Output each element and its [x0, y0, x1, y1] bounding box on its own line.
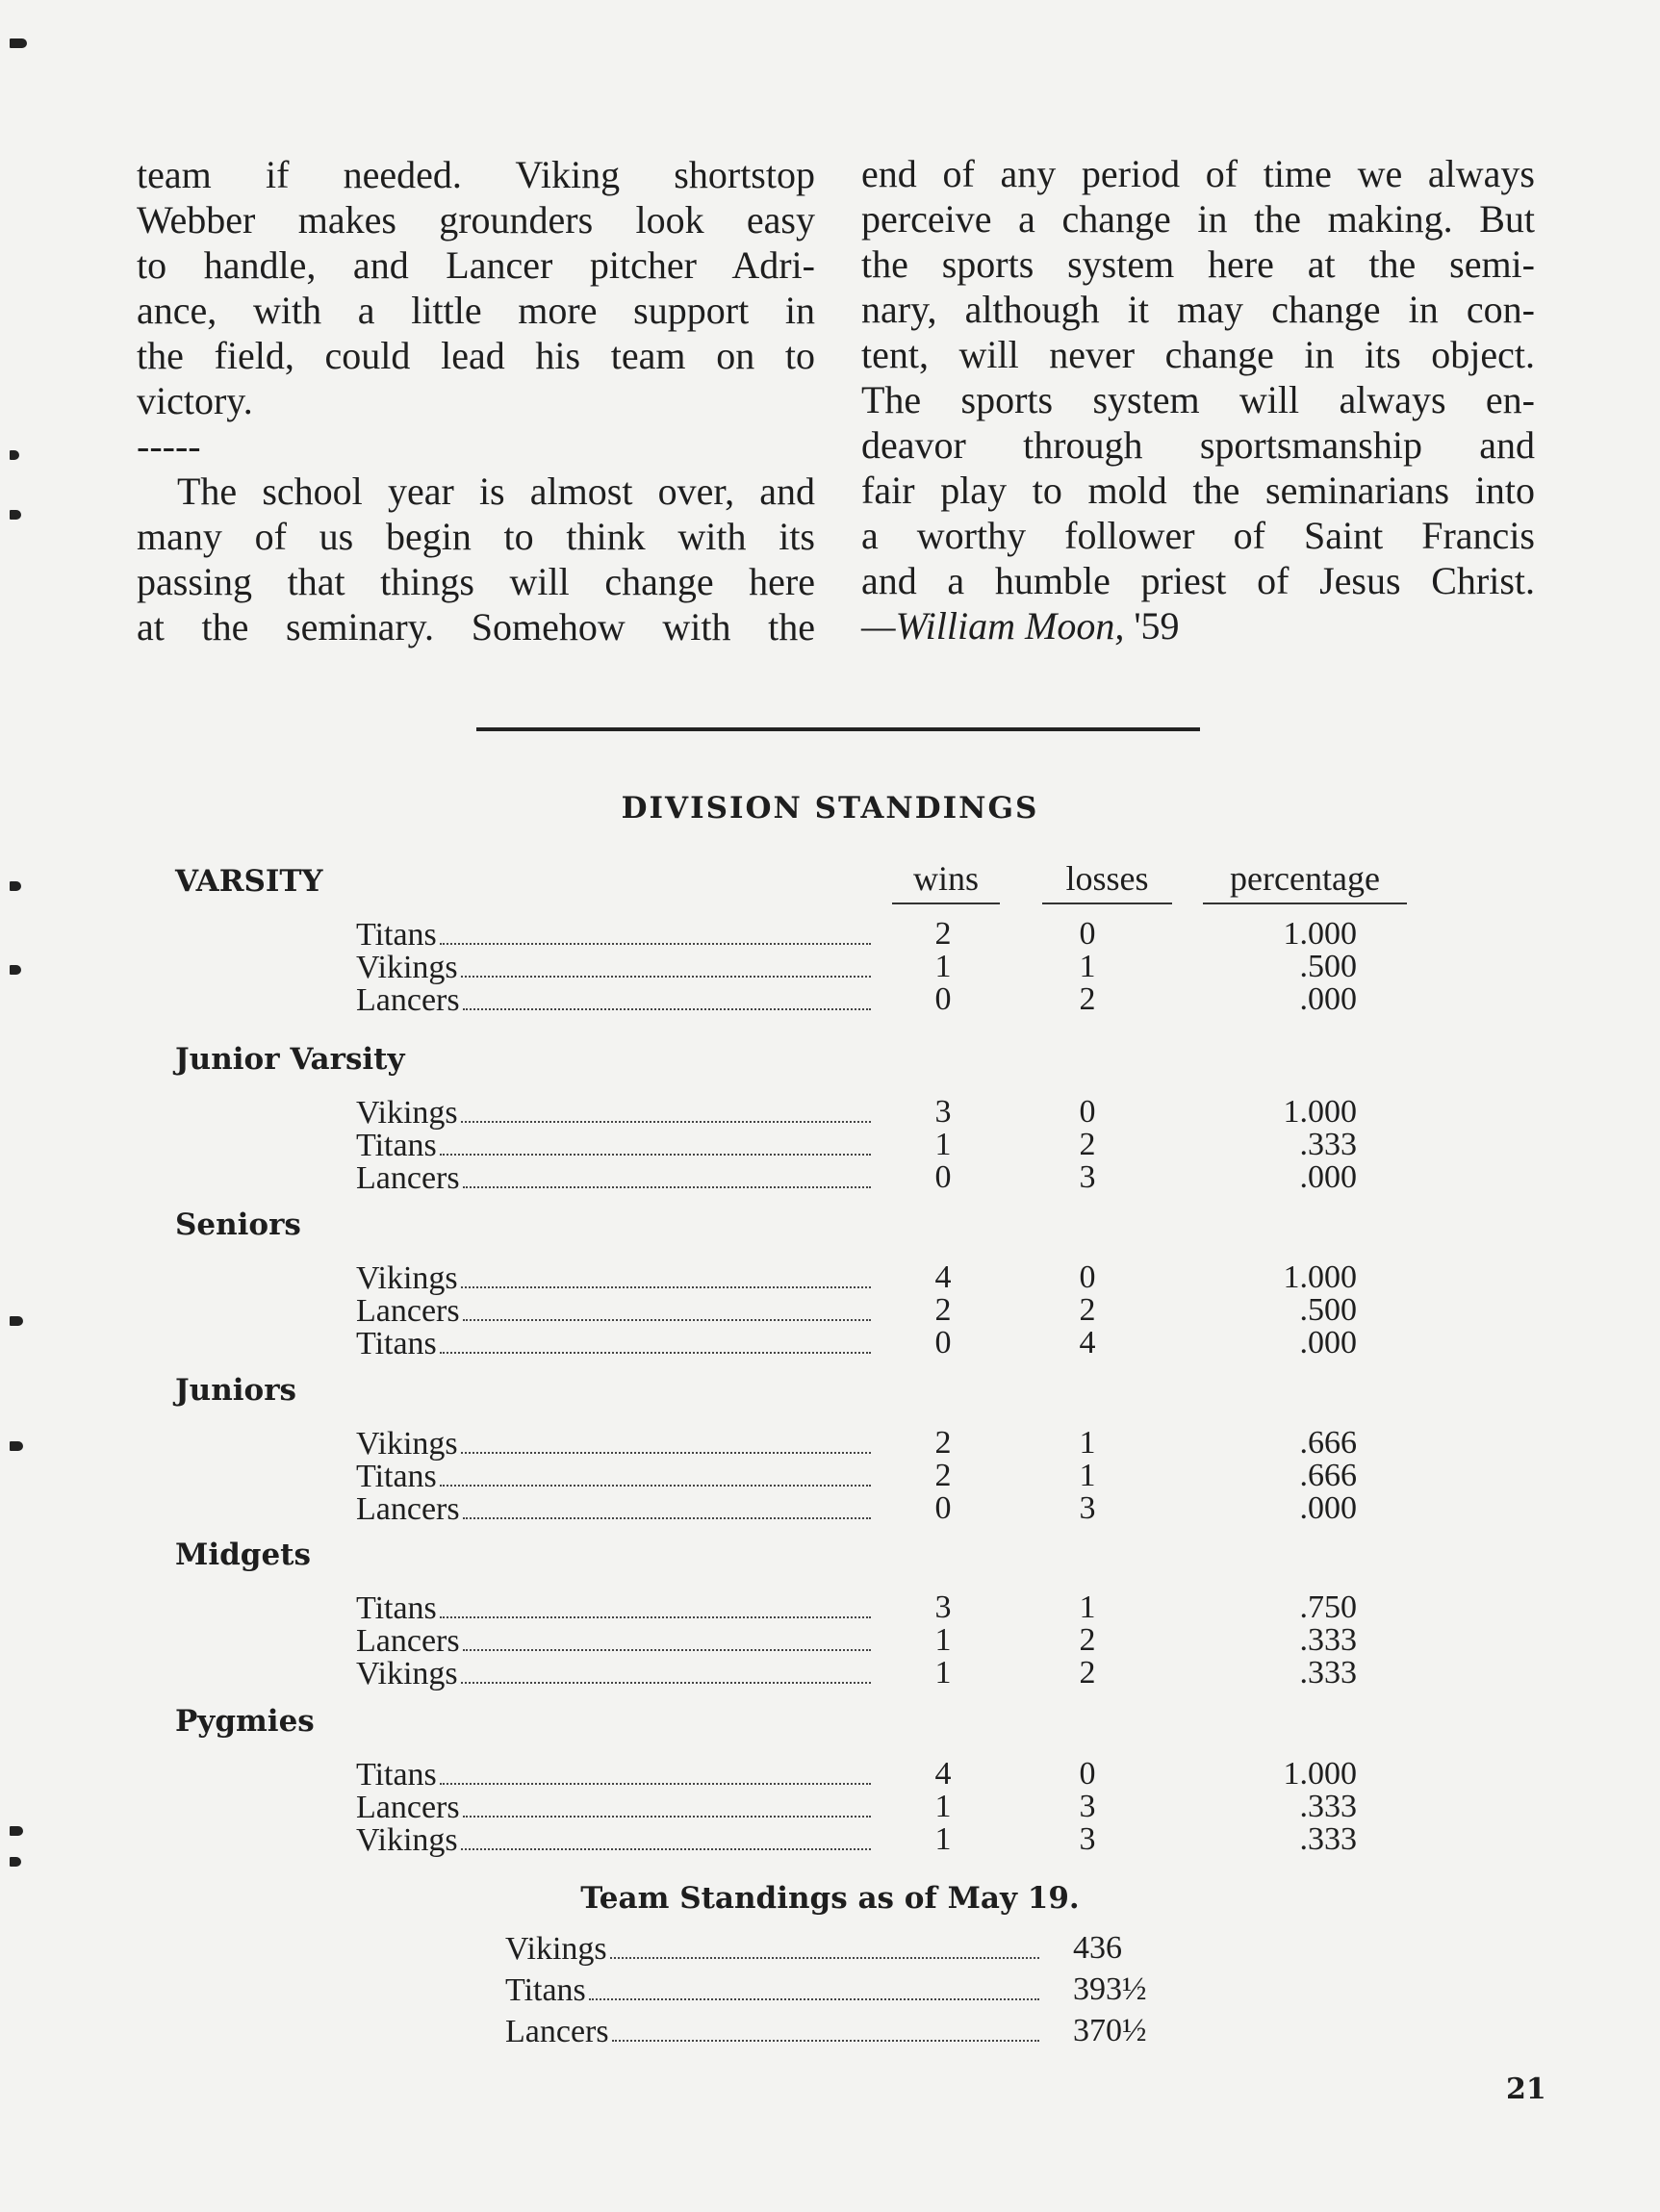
dot-leader: [440, 1327, 871, 1354]
page-number: 21: [1506, 2072, 1546, 2106]
text-line: nary, although it may change in con-: [861, 288, 1535, 331]
paragraph-right: [861, 151, 1535, 603]
standings-row: [0, 1294, 1660, 1327]
author-signature: [861, 603, 1535, 648]
wins-cell: 1: [934, 1655, 952, 1691]
losses-cell: 3: [1079, 1789, 1096, 1824]
text-line: Webber makes grounders look easy: [137, 198, 815, 242]
text-line: ance, with a little more support in: [137, 289, 815, 332]
team-name: Titans: [356, 917, 437, 953]
team-name-cell: [356, 983, 871, 1017]
wins-cell: 2: [934, 1425, 952, 1461]
team-name: Vikings: [356, 950, 458, 985]
team-name: Lancers: [356, 1160, 460, 1196]
text-line: passing that things will change here: [137, 560, 815, 603]
losses-cell: 2: [1079, 1622, 1096, 1658]
losses-cell: 3: [1079, 1490, 1096, 1526]
text-line: at the seminary. Somehow with the: [137, 605, 815, 648]
percentage-cell: 1.000: [1283, 1094, 1357, 1130]
standings-row: [0, 1327, 1660, 1360]
team-name-cell: [356, 1624, 871, 1658]
percentage-cell: .666: [1299, 1458, 1357, 1493]
text-line: the sports system here at the semi-: [861, 242, 1535, 286]
percentage-cell: .750: [1299, 1589, 1357, 1625]
standings-row: [0, 1096, 1660, 1129]
paragraph-left-2: [137, 469, 815, 649]
losses-cell: 2: [1079, 1292, 1096, 1328]
dot-leader: [440, 1591, 871, 1618]
losses-cell: 0: [1079, 1094, 1096, 1130]
team-name-cell: [505, 2011, 1039, 2052]
team-name: Vikings: [356, 1822, 458, 1858]
percentage-cell: .000: [1299, 1159, 1357, 1195]
percentage-cell: .000: [1299, 1325, 1357, 1360]
team-name-cell: [356, 1129, 871, 1162]
team-name-cell: [356, 1161, 871, 1195]
team-name-cell: [356, 1758, 871, 1792]
team-name-cell: [356, 951, 871, 984]
text-line: fair play to mold the seminarians into: [861, 469, 1535, 512]
percentage-cell: .000: [1299, 1490, 1357, 1526]
percentage-cell: .333: [1299, 1821, 1357, 1857]
dot-leader: [463, 1492, 871, 1519]
dot-leader: [463, 1161, 871, 1188]
wins-cell: 2: [934, 916, 952, 952]
team-points: 393½: [1073, 1971, 1147, 2007]
wins-cell: 0: [934, 1490, 952, 1526]
wins-cell: 1: [934, 1127, 952, 1162]
percentage-cell: .333: [1299, 1127, 1357, 1162]
standings-row: [0, 1791, 1660, 1823]
team-name-cell: [356, 1261, 871, 1295]
text-line: deavor through sportsmanship and: [861, 423, 1535, 467]
losses-cell: 0: [1079, 1259, 1096, 1295]
percentage-cell: .500: [1299, 949, 1357, 984]
losses-cell: 0: [1079, 1756, 1096, 1792]
dot-leader: [463, 1294, 871, 1321]
section-separator: -----: [137, 424, 201, 468]
team-name-cell: [356, 1492, 871, 1526]
percentage-cell: 1.000: [1283, 1756, 1357, 1792]
dot-leader: [463, 1624, 871, 1651]
wins-cell: 4: [934, 1756, 952, 1792]
wins-cell: 2: [934, 1292, 952, 1328]
division-name: VARSITY: [175, 864, 323, 899]
percentage-cell: 1.000: [1283, 1259, 1357, 1295]
team-name-cell: [356, 1327, 871, 1360]
team-name: Vikings: [356, 1426, 458, 1462]
wins-cell: 0: [934, 1325, 952, 1360]
binder-hole-mark: [10, 510, 21, 520]
dot-leader: [440, 918, 871, 945]
dot-leader: [463, 983, 871, 1010]
team-name-cell: [356, 1823, 871, 1857]
team-name: Lancers: [356, 1790, 460, 1825]
wins-cell: 1: [934, 1622, 952, 1658]
author-year: '59: [1134, 604, 1180, 648]
standings-row: [0, 1492, 1660, 1525]
team-name: Lancers: [356, 1491, 460, 1527]
percentage-cell: 1.000: [1283, 916, 1357, 952]
text-line: a worthy follower of Saint Francis: [861, 514, 1535, 557]
team-standings-row: [505, 2011, 1179, 2051]
team-name-cell: [356, 1791, 871, 1824]
section-divider-rule: [476, 727, 1200, 731]
text-line: The sports system will always en-: [861, 378, 1535, 421]
dot-leader: [463, 1791, 871, 1818]
dot-leader: [461, 1657, 871, 1684]
wins-cell: 4: [934, 1259, 952, 1295]
percentage-cell: .333: [1299, 1655, 1357, 1691]
losses-column-header: losses: [1042, 858, 1172, 904]
losses-cell: 0: [1079, 916, 1096, 952]
author-name: —William Moon,: [861, 604, 1125, 648]
wins-cell: 3: [934, 1094, 952, 1130]
wins-cell: 1: [934, 1789, 952, 1824]
percentage-column-header: percentage: [1203, 858, 1407, 904]
losses-cell: 3: [1079, 1159, 1096, 1195]
losses-cell: 1: [1079, 949, 1096, 984]
team-name-cell: [356, 1096, 871, 1130]
binder-hole-mark: [10, 881, 21, 891]
team-name: Titans: [505, 1972, 586, 2008]
team-points: 436: [1073, 1930, 1122, 1966]
text-line: and a humble priest of Jesus Christ.: [861, 559, 1535, 602]
binder-hole-mark: [10, 450, 19, 460]
percentage-cell: .333: [1299, 1789, 1357, 1824]
dot-leader: [440, 1460, 871, 1487]
team-standings-title: Team Standings as of May 19.: [580, 1881, 1080, 1916]
team-name-cell: [505, 1970, 1039, 2011]
team-name-cell: [356, 918, 871, 952]
article-left-column: [137, 152, 815, 649]
article-right-column: [861, 151, 1535, 648]
percentage-cell: .666: [1299, 1425, 1357, 1461]
team-name: Vikings: [356, 1656, 458, 1691]
team-name: Vikings: [505, 1931, 607, 1967]
text-line: tent, will never change in its object.: [861, 333, 1535, 376]
team-name: Vikings: [356, 1095, 458, 1131]
division-name: Junior Varsity: [175, 1042, 405, 1077]
standings-row: [0, 918, 1660, 951]
division-name: Midgets: [175, 1538, 311, 1572]
wins-cell: 3: [934, 1589, 952, 1625]
wins-cell: 2: [934, 1458, 952, 1493]
standings-row: [0, 1129, 1660, 1161]
percentage-cell: .500: [1299, 1292, 1357, 1328]
text-line: The school year is almost over, and: [177, 470, 815, 513]
text-line: many of us begin to think with its: [137, 515, 815, 558]
team-name-cell: [356, 1591, 871, 1625]
team-name: Lancers: [505, 2014, 609, 2049]
percentage-cell: .000: [1299, 981, 1357, 1017]
team-name: Lancers: [356, 1623, 460, 1659]
team-standings-row: [505, 1928, 1179, 1969]
dot-leader: [461, 1261, 871, 1288]
wins-cell: 1: [934, 949, 952, 984]
wins-cell: 1: [934, 1821, 952, 1857]
binder-hole-mark: [10, 1857, 21, 1867]
paragraph-left-1: [137, 152, 815, 423]
dot-leader: [461, 1823, 871, 1850]
wins-column-header: wins: [892, 858, 1000, 904]
standings-row: [0, 1161, 1660, 1194]
standings-row: [0, 1624, 1660, 1657]
dot-leader: [589, 1970, 1039, 2000]
losses-cell: 2: [1079, 1127, 1096, 1162]
team-name-cell: [356, 1460, 871, 1493]
dot-leader: [612, 2011, 1039, 2042]
division-name: Juniors: [175, 1373, 296, 1408]
standings-row: [0, 1591, 1660, 1624]
team-name: Titans: [356, 1757, 437, 1792]
losses-cell: 2: [1079, 981, 1096, 1017]
standings-row: [0, 1657, 1660, 1690]
team-points: 370½: [1073, 2013, 1147, 2048]
standings-row: [0, 1427, 1660, 1460]
division-standings-title: DIVISION STANDINGS: [621, 791, 1039, 826]
percentage-cell: .333: [1299, 1622, 1357, 1658]
wins-cell: 0: [934, 1159, 952, 1195]
team-name-cell: [356, 1294, 871, 1328]
dot-leader: [461, 951, 871, 978]
team-name: Titans: [356, 1128, 437, 1163]
text-line: end of any period of time we always: [861, 152, 1535, 195]
standings-row: [0, 1823, 1660, 1856]
dot-leader: [440, 1129, 871, 1156]
standings-row: [0, 1261, 1660, 1294]
text-line: the field, could lead his team on to: [137, 334, 815, 377]
standings-row: [0, 1460, 1660, 1492]
losses-cell: 2: [1079, 1655, 1096, 1691]
team-name: Lancers: [356, 982, 460, 1018]
dot-leader: [461, 1096, 871, 1123]
wins-cell: 0: [934, 981, 952, 1017]
losses-cell: 1: [1079, 1589, 1096, 1625]
team-standings-row: [505, 1970, 1179, 2010]
standings-row: [0, 1758, 1660, 1791]
dot-leader: [440, 1758, 871, 1785]
losses-cell: 4: [1079, 1325, 1096, 1360]
losses-cell: 1: [1079, 1458, 1096, 1493]
text-line: team if needed. Viking shortstop: [137, 153, 815, 196]
team-name: Lancers: [356, 1293, 460, 1329]
team-name-cell: [505, 1928, 1039, 1970]
team-name: Titans: [356, 1590, 437, 1626]
dot-leader: [610, 1928, 1039, 1959]
team-name: Titans: [356, 1459, 437, 1494]
team-name: Vikings: [356, 1260, 458, 1296]
division-name: Pygmies: [175, 1704, 315, 1739]
text-line: to handle, and Lancer pitcher Adri-: [137, 243, 815, 287]
dot-leader: [461, 1427, 871, 1454]
text-line: victory.: [137, 379, 253, 422]
losses-cell: 3: [1079, 1821, 1096, 1857]
standings-row: [0, 951, 1660, 983]
team-name-cell: [356, 1657, 871, 1691]
text-line: perceive a change in the making. But: [861, 197, 1535, 241]
division-name: Seniors: [175, 1208, 301, 1242]
binder-hole-mark: [10, 38, 27, 48]
team-name: Titans: [356, 1326, 437, 1361]
standings-row: [0, 983, 1660, 1016]
team-name-cell: [356, 1427, 871, 1461]
losses-cell: 1: [1079, 1425, 1096, 1461]
